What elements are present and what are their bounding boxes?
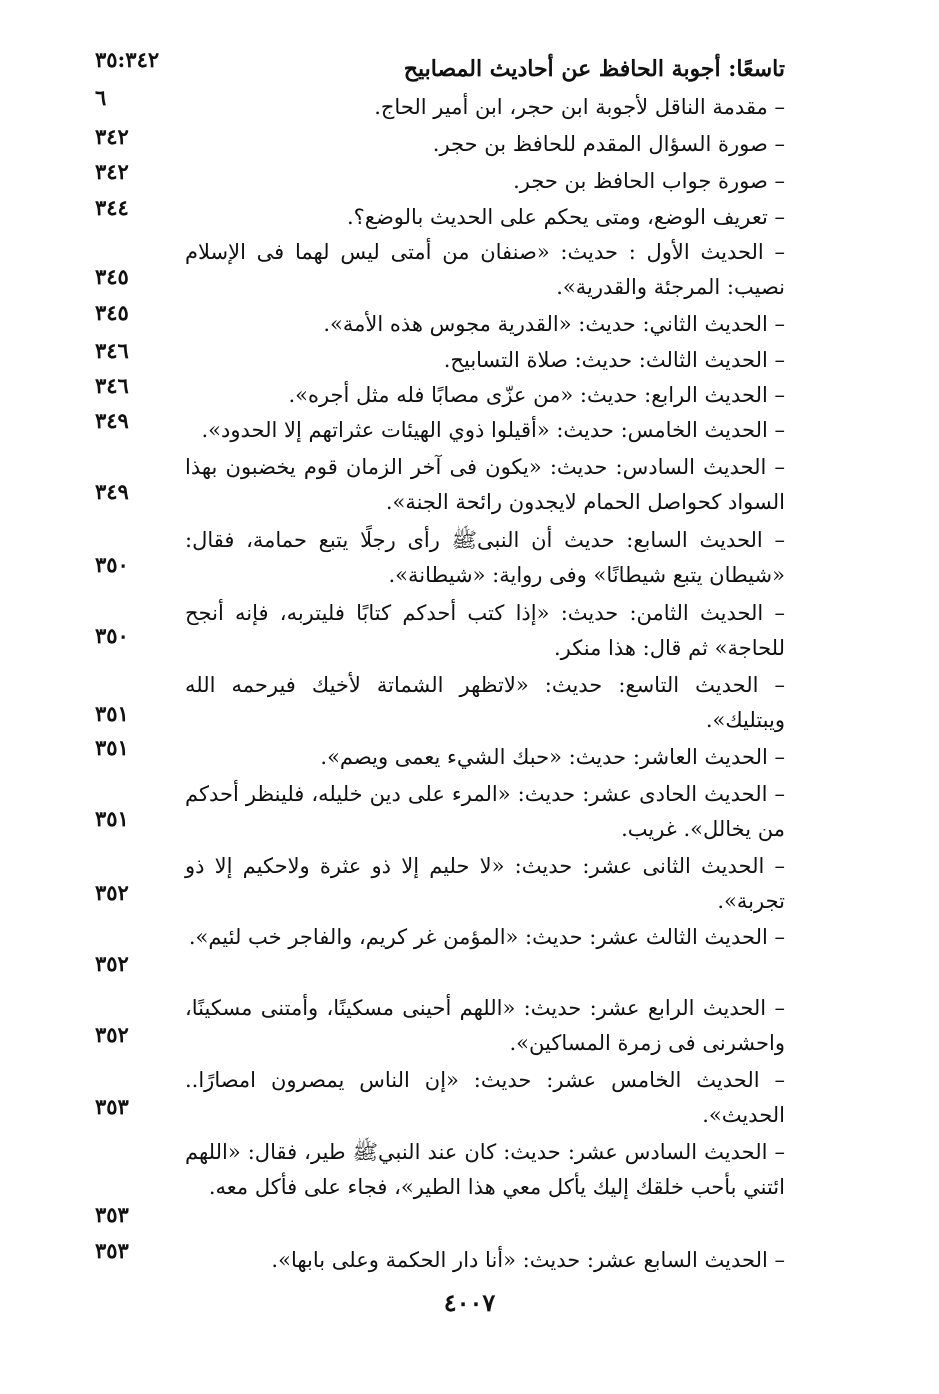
list-item [95, 450, 785, 520]
list-item [95, 195, 785, 235]
list-item [95, 124, 785, 162]
entry-page: ٦ [95, 85, 107, 110]
entry-page: ٣٥١ [95, 735, 129, 760]
entry-page: ٣٥٣ [95, 1202, 129, 1227]
entry-page: ٣٥٣ [95, 1238, 129, 1263]
entry-text: – تعريف الوضع، ومتى يحكم على الحديث بالوضع؟. [346, 205, 785, 229]
section-heading-pages: ٣٥:٣٤٢ [95, 47, 160, 72]
entry-text: – الحديث الثاني: حديث: «القدرية مجوس هذه الأمة». [323, 312, 785, 336]
entry-text: – الحديث الحادى عشر: حديث: «المرء على دين خليله، فلينظر أحدكم من يخالل». غريب. [185, 782, 785, 841]
entry-text: – مقدمة الناقل لأجوبة ابن حجر، ابن أمير الحاج. [374, 95, 785, 119]
entry-page: ٣٥٠ [95, 623, 129, 648]
entry-text: – الحديث الثامن: حديث: «إذا كتب أحدكم كتابًا فليتربه، فإنه أنجح للحاجة» ثم قال: هذا منكر. [185, 601, 785, 660]
list-item [95, 235, 785, 305]
entry-page: ٣٤٩ [95, 408, 129, 433]
list-item [95, 159, 785, 199]
entry-text: – الحديث السابع عشر: حديث: «أنا دار الحكمة وعلى بابها». [271, 1248, 785, 1272]
entry-page: ٣٥٣ [95, 1094, 129, 1119]
entry-text: – الحديث الخامس عشر: حديث: «إن الناس يمصرون امصارًا.. الحديث». [185, 1068, 785, 1127]
list-item [95, 300, 785, 342]
entry-page: ٣٥٠ [95, 552, 129, 577]
list-item [95, 920, 785, 990]
entry-page: ٣٤٥ [95, 264, 129, 289]
list-item [95, 338, 785, 378]
entry-page: ٣٤٢ [95, 159, 129, 184]
entry-text: – الحديث الرابع عشر: حديث: «اللهم أحينى مسكينًا، وأمتنى مسكينًا، واحشرنى فى زمرة المساكين». [185, 996, 785, 1055]
list-item [95, 777, 785, 847]
entry-text: – الحديث الأول : حديث: «صنفان من أمتى ليس لهما فى الإسلام نصيب: المرجئة والقدرية». [185, 240, 785, 299]
entry-page: ٣٤٦ [95, 338, 129, 363]
entry-text: – الحديث الثالث: حديث: صلاة التسابيح. [443, 348, 785, 372]
entry-text: – الحديث الخامس: حديث: «أقيلوا ذوي الهيئات عثراتهم إلا الحدود». [201, 418, 785, 442]
entry-text: – الحديث التاسع: حديث: «لاتظهر الشماتة لأخيك فيرحمه الله ويبتليك». [185, 673, 785, 732]
entry-page: ٣٥٢ [95, 951, 129, 976]
list-item [95, 849, 785, 919]
entry-page: ٣٥٢ [95, 1022, 129, 1047]
entry-text: – الحديث الرابع: حديث: «من عزّى مصابًا فله مثل أجره». [288, 383, 785, 407]
entry-text: – صورة السؤال المقدم للحافظ بن حجر. [432, 132, 785, 156]
list-item [95, 373, 785, 413]
entry-text: – الحديث السابع: حديث أن النبىﷺ رأى رجلًا يتبع حمامة، فقال: «شيطان يتبع شيطانًا» وفى رواية: «شيطانة». [185, 528, 785, 587]
entry-text: – الحديث الثالث عشر: حديث: «المؤمن غر كريم، والفاجر خب لئيم». [188, 925, 785, 949]
list-item [95, 735, 785, 775]
entry-page: ٣٥١ [95, 806, 129, 831]
list-item [95, 1063, 785, 1133]
entry-text: – الحديث السادس عشر: حديث: كان عند النبيﷺ طير، فقال: «اللهم ائتني بأحب خلقك إليك يأكل معي هذا الطير»، فجاء على فأكل معه. [185, 1140, 785, 1199]
entry-page: ٣٤٩ [95, 479, 129, 504]
entry-page: ٣٥٢ [95, 880, 129, 905]
entry-text: – الحديث العاشر: حديث: «حبك الشيء يعمى ويصم». [320, 745, 785, 769]
entry-page: ٣٤٤ [95, 195, 129, 220]
page-number: ٤٠٠٧ [443, 1288, 496, 1317]
list-item [95, 408, 785, 448]
entry-page: ٣٤٥ [95, 300, 129, 325]
entry-page: ٣٤٢ [95, 124, 129, 149]
entry-text: – صورة جواب الحافظ بن حجر. [513, 169, 785, 193]
list-item [95, 523, 785, 593]
list-item [95, 991, 785, 1061]
entry-page: ٣٤٦ [95, 373, 129, 398]
list-item [95, 668, 785, 738]
entry-text: – الحديث الثانى عشر: حديث: «لا حليم إلا ذو عثرة ولاحكيم إلا ذو تجربة». [185, 854, 785, 913]
entry-text: – الحديث السادس: حديث: «يكون فى آخر الزمان قوم يخضبون بهذا السواد كحواصل الحمام لايجدون رائحة الجنة». [185, 455, 785, 514]
section-heading [95, 47, 785, 87]
list-item [95, 1238, 785, 1278]
entry-page: ٣٥١ [95, 701, 129, 726]
list-item [95, 1135, 785, 1240]
section-heading-text: تاسعًا: أجوبة الحافظ عن أحاديث المصابيح [403, 56, 785, 82]
list-item [95, 596, 785, 666]
list-item [95, 85, 785, 125]
